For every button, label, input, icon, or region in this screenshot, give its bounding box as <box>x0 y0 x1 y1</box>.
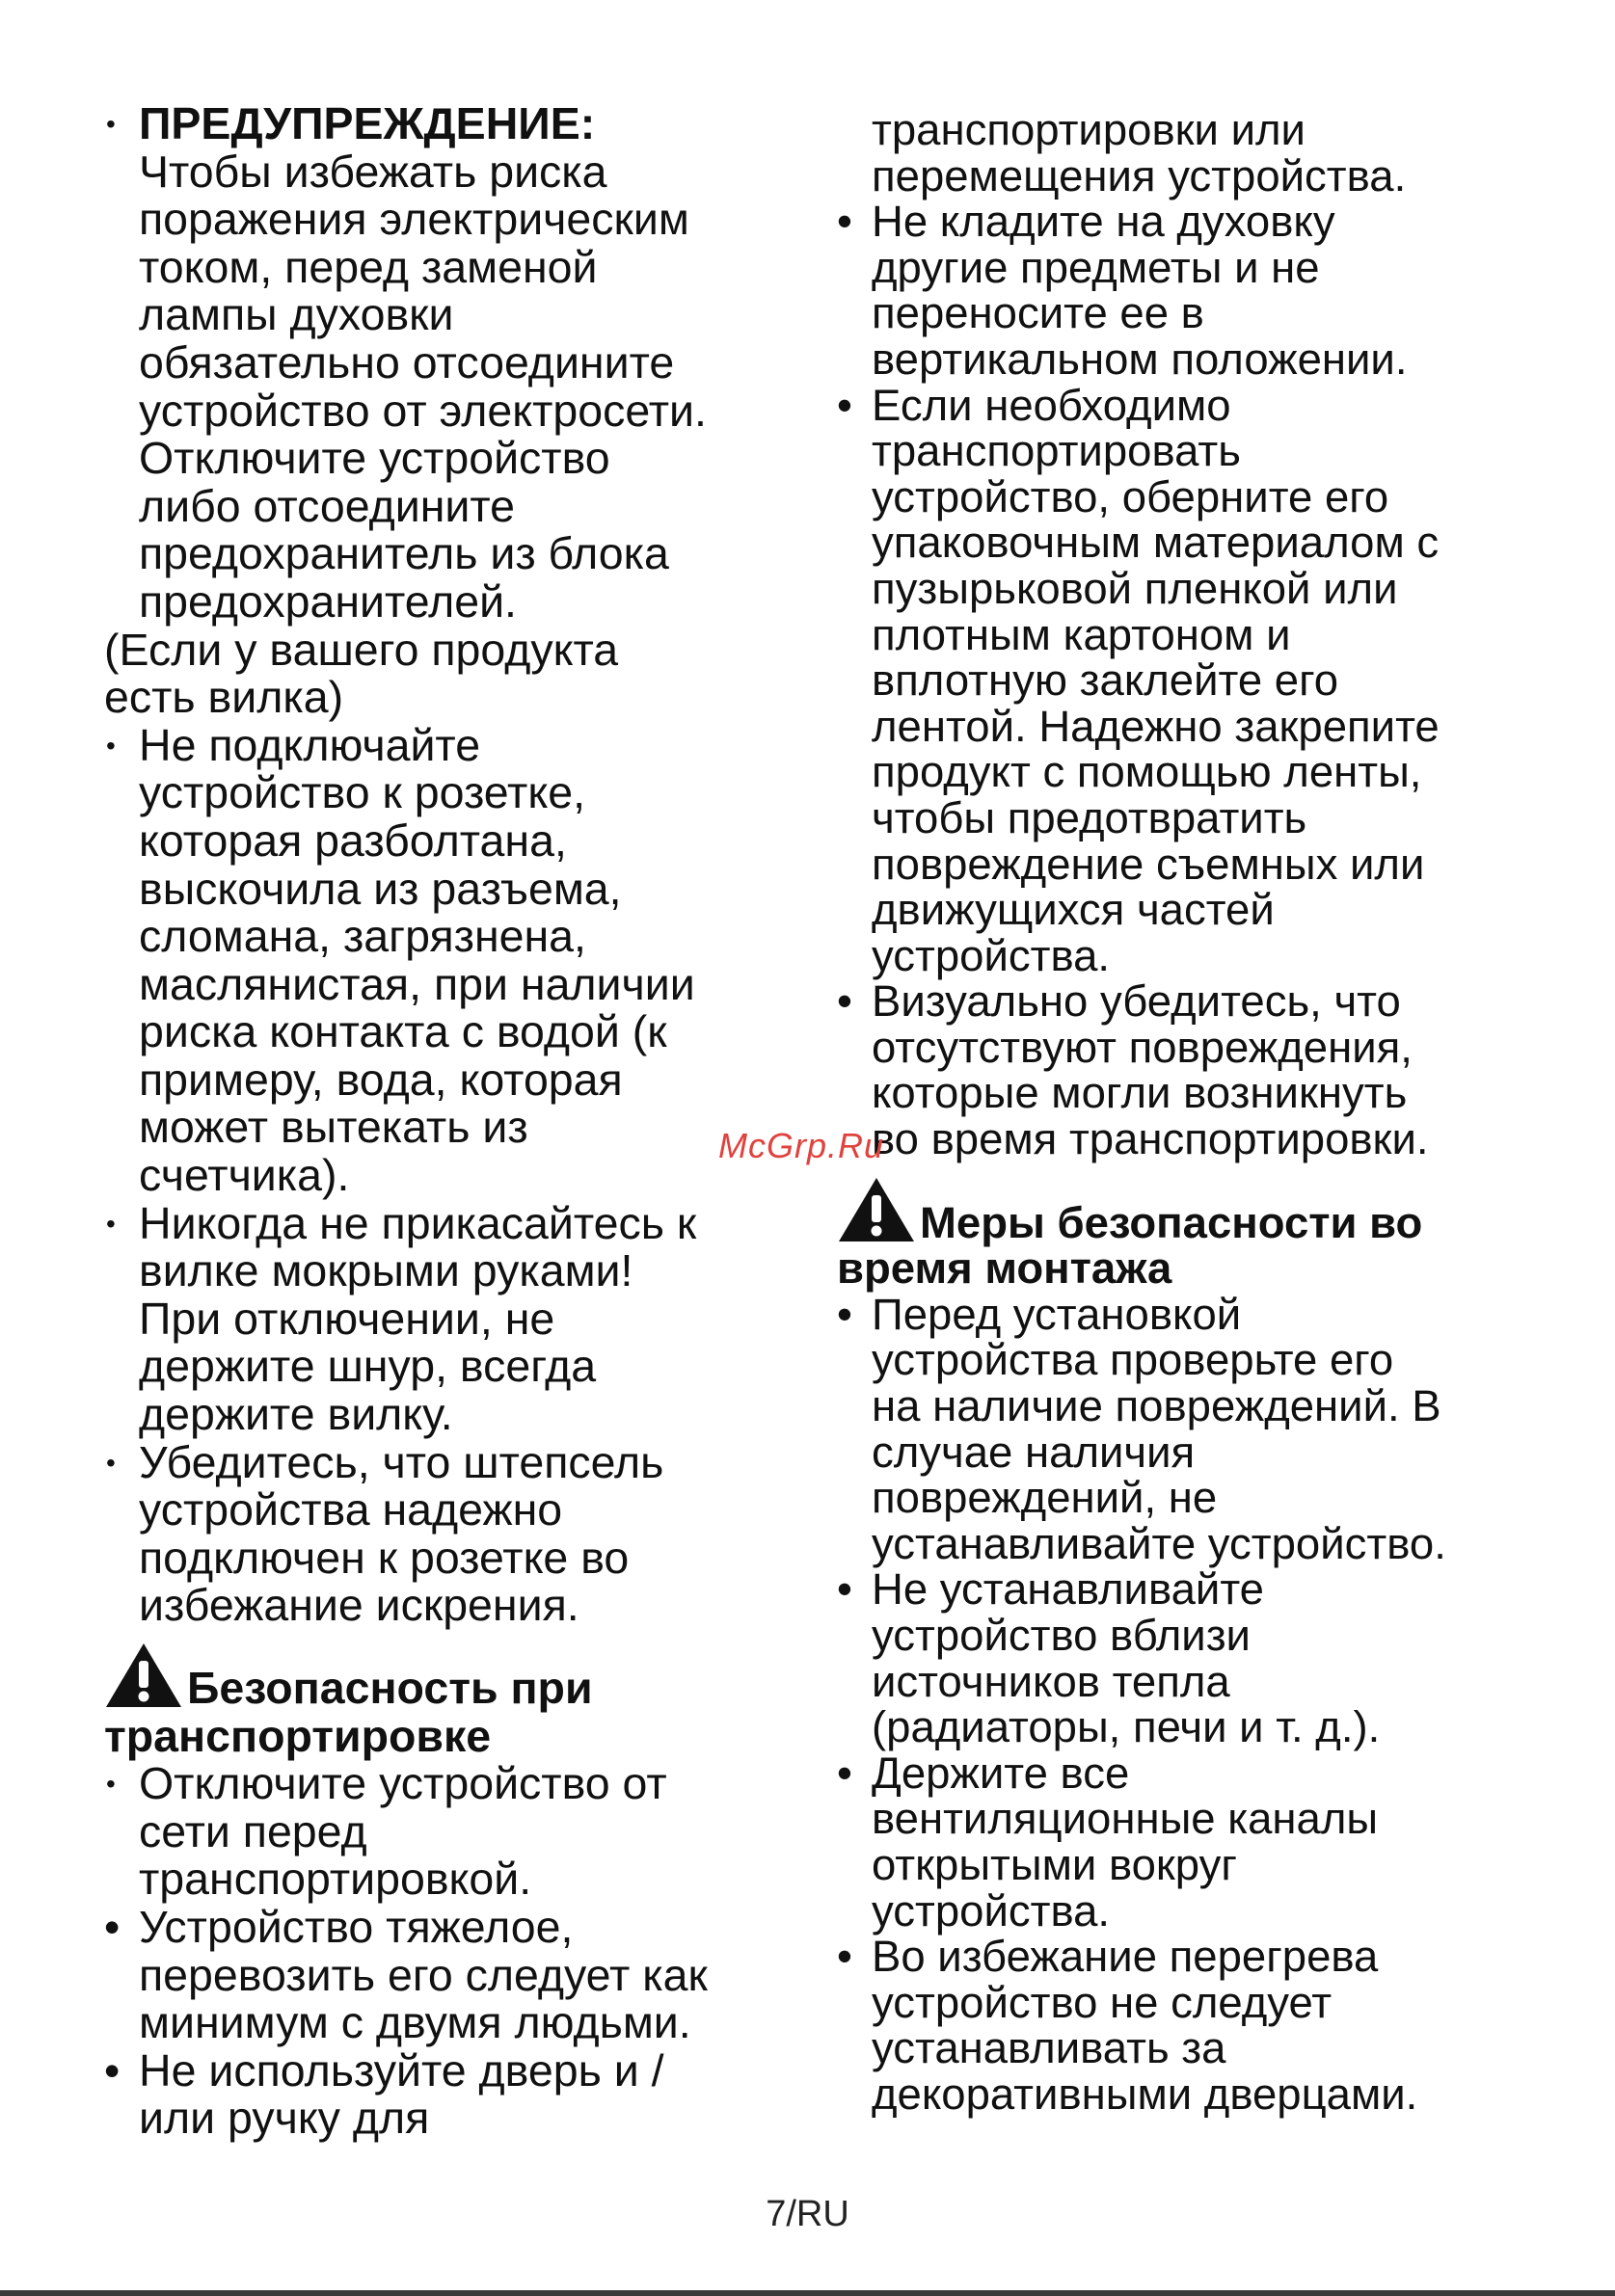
text-line: При отключении, не <box>139 1293 555 1344</box>
bullet: • <box>837 1289 852 1339</box>
text-line: сломана, загрязнена, <box>139 911 586 962</box>
warning-triangle-icon <box>104 1642 183 1709</box>
bullet-wrap <box>837 380 1512 980</box>
heading-text: Безопасность при <box>187 1663 593 1713</box>
text-line: источников тепла <box>872 1656 1230 1706</box>
text-line: устройство к розетке, <box>139 767 586 818</box>
text-line: выскочила из разъема, <box>139 863 622 914</box>
text-line: Если необходимо <box>872 380 1231 430</box>
right-column <box>837 107 1512 2118</box>
bullet-vent <box>837 1750 1512 1934</box>
text-line: вертикальном положении. <box>872 334 1408 384</box>
bullet: • <box>106 730 116 761</box>
text-line: случае наличия <box>872 1427 1196 1477</box>
note-block <box>104 624 798 723</box>
text-line: устройство вблизи <box>872 1611 1251 1660</box>
text-line: предохранитель из блока <box>139 528 669 579</box>
text-line: поражения электрическим <box>139 194 689 245</box>
bullet: • <box>106 1769 116 1800</box>
text-line: предохранителей. <box>139 575 517 627</box>
bullet: • <box>837 1748 852 1798</box>
watermark: McGrp.Ru <box>718 1126 885 1165</box>
text-line: транспортировки или <box>872 105 1305 154</box>
text-line: сети перед <box>139 1805 367 1856</box>
bullet: • <box>106 109 116 139</box>
text-line: транспортировкой. <box>139 1854 532 1905</box>
text-line: маслянистая, при наличии <box>139 958 695 1009</box>
text-line: примеру, вода, которая <box>139 1054 623 1105</box>
text-line: Устройство тяжелое, <box>139 1901 574 1952</box>
text-line: чтобы предотвратить <box>872 792 1307 842</box>
continuation-block <box>837 107 1512 199</box>
text-line: декоративными дверцами. <box>872 2069 1418 2119</box>
bullet-heavy <box>104 1901 798 2048</box>
heading-text: транспортировке <box>104 1710 492 1761</box>
left-column <box>104 100 798 2143</box>
text-line: либо отсоедините <box>139 480 516 531</box>
heading-text: время монтажа <box>837 1243 1172 1294</box>
text-line: отсутствуют повреждения, <box>872 1022 1413 1072</box>
text-line: открытыми вокруг <box>872 1839 1237 1889</box>
text-line: Никогда не прикасайтесь к <box>139 1197 697 1248</box>
text-line: устройство от электросети. <box>139 385 707 436</box>
text-line: держите шнур, всегда <box>139 1341 597 1392</box>
text-line: лампы духовки <box>139 289 454 340</box>
text-line: устанавливайте устройство. <box>872 1518 1446 1568</box>
text-line: Визуально убедитесь, что <box>872 976 1401 1027</box>
text-line: перевозить его следует как <box>139 1949 708 2000</box>
text-line: Не устанавливайте <box>872 1564 1264 1615</box>
text-line: продукт с помощью ленты, <box>872 747 1422 797</box>
text-line: Чтобы избежать риска <box>139 146 607 197</box>
heading-text: Меры безопасности во <box>920 1197 1423 1247</box>
text-line: вплотную заклейте его <box>872 655 1338 706</box>
text-line: Отключите устройство <box>139 433 610 484</box>
bullet: • <box>837 1932 852 1982</box>
text-line: повреждений, не <box>872 1473 1218 1523</box>
bullet-visual <box>837 976 1512 1164</box>
text-line: транспортировать <box>872 426 1241 476</box>
bullet-overheat <box>837 1934 1512 2117</box>
text-line: плотным картоном и <box>872 609 1291 659</box>
text-line: Во избежание перегрева <box>872 1932 1379 1982</box>
text-line: устройства. <box>872 930 1111 980</box>
bullet-disconnect <box>104 1760 798 1904</box>
text-line: током, перед заменой <box>139 241 598 292</box>
text-line: Держите все <box>872 1748 1130 1798</box>
text-line: которые могли возникнуть <box>872 1068 1408 1118</box>
text-line: Не подключайте <box>139 719 481 770</box>
text-line: Перед установкой <box>872 1289 1242 1339</box>
text-line: на наличие повреждений. В <box>872 1381 1441 1431</box>
text-line: Не кладите на духовку <box>872 197 1335 247</box>
text-line: Отключите устройство от <box>139 1758 667 1809</box>
bullet: • <box>837 197 852 247</box>
text-line: устройства проверьте его <box>872 1335 1394 1385</box>
bullet-door <box>104 2044 798 2144</box>
bullet-socket <box>104 1436 798 1631</box>
text-line: устройство, оберните его <box>872 471 1389 521</box>
text-line: может вытекать из <box>139 1102 528 1153</box>
bullet-wet-hands <box>104 1197 798 1440</box>
text-line: переносите ее в <box>872 288 1204 338</box>
warning-block <box>104 100 798 627</box>
bullet: • <box>104 1901 121 1952</box>
warning-title: ПРЕДУПРЕЖДЕНИЕ: <box>139 98 596 148</box>
bullet: • <box>837 976 852 1027</box>
text-line: упаковочным материалом с <box>872 518 1440 568</box>
text-line: вилке мокрыми руками! <box>139 1245 633 1296</box>
text-line: (радиаторы, печи и т. д.). <box>872 1702 1381 1752</box>
bullet: • <box>106 1208 116 1239</box>
text-line: обязательно отсоедините <box>139 336 675 387</box>
text-line: счетчика). <box>139 1150 350 1201</box>
transport-heading <box>104 1642 798 1760</box>
bullet: • <box>837 380 852 430</box>
bullet-heat <box>837 1564 1512 1752</box>
text-line: устройства. <box>872 1885 1111 1936</box>
text-line: лентой. Надежно закрепите <box>872 701 1440 751</box>
install-heading <box>837 1176 1512 1292</box>
text-line: другие предметы и не <box>872 242 1320 292</box>
page-number: 7/RU <box>766 2194 849 2234</box>
text-line: перемещения устройства. <box>872 150 1407 200</box>
text-line: пузырьковой пленкой или <box>872 563 1398 613</box>
bullet-plug <box>104 719 798 1201</box>
text-line: устройство не следует <box>872 1977 1332 2027</box>
bullet-objects <box>837 199 1512 382</box>
bottom-border <box>0 2290 1615 2296</box>
text-line: движущихся частей <box>872 885 1275 935</box>
bullet-check <box>837 1289 1512 1568</box>
text-line: (Если у вашего продукта <box>104 624 619 675</box>
text-line: во время транспортировки. <box>872 1114 1429 1164</box>
text-line: Убедитесь, что штепсель <box>139 1436 664 1487</box>
text-line: минимум с двумя людьми. <box>139 1997 691 2048</box>
text-line: или ручку для <box>139 2093 430 2144</box>
bullet: • <box>106 1447 116 1478</box>
text-line: устройства надежно <box>139 1484 563 1535</box>
text-line: держите вилку. <box>139 1389 453 1440</box>
text-line: повреждение съемных или <box>872 839 1425 889</box>
text-line: которая разболтана, <box>139 814 567 866</box>
text-line: устанавливать за <box>872 2023 1226 2073</box>
text-line: Не используйте дверь и / <box>139 2044 664 2096</box>
text-line: есть вилка) <box>104 672 344 723</box>
warning-triangle-icon <box>837 1176 916 1243</box>
text-line: риска контакта с водой (к <box>139 1006 667 1057</box>
text-line: подключен к розетке во <box>139 1532 630 1583</box>
text-line: избежание искрения. <box>139 1580 579 1631</box>
text-line: вентиляционные каналы <box>872 1794 1379 1844</box>
bullet: • <box>104 2044 121 2096</box>
bullet: • <box>837 1564 852 1615</box>
